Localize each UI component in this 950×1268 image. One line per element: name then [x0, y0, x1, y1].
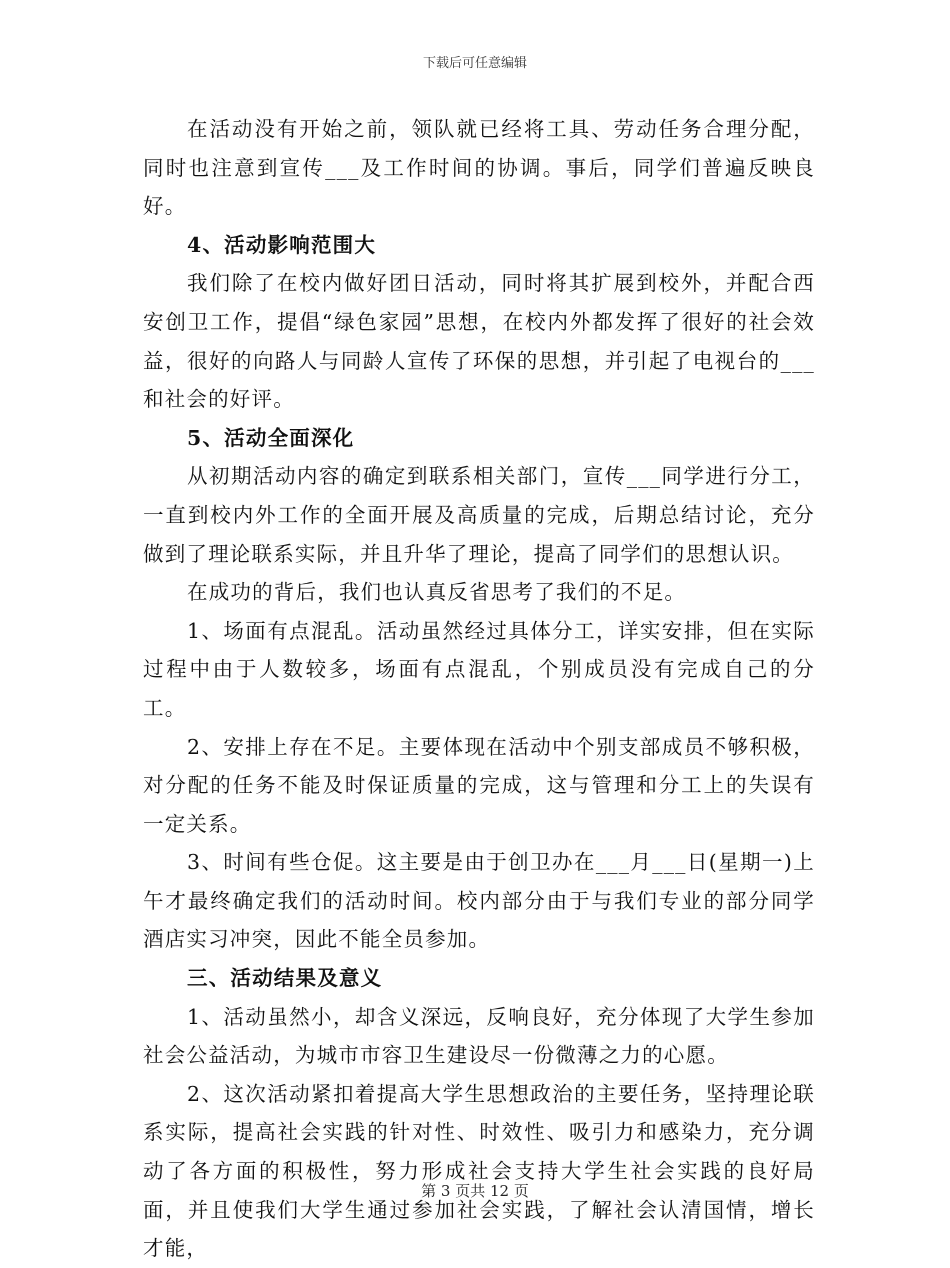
paragraph-shortcoming-2: 2、安排上存在不足。主要体现在活动中个别支部成员不够积极，对分配的任务不能及时保证质量的完成，这与管理和分工上的失误有一定关系。 [143, 734, 815, 836]
document-body [143, 110, 815, 1268]
section-heading-deepening: 5、活动全面深化 [187, 425, 355, 450]
page-footer: 第 3 页共 12 页 [421, 1182, 529, 1200]
paragraph-deepening: 从初期活动内容的确定到联系相关部门，宣传___同学进行分工，一直到校内外工作的全面开展及高质量的完成，后期总结讨论，充分做到了理论联系实际，并且升华了理论，提高了同学们的思想认识。 [143, 464, 815, 566]
paragraph-shortcoming-1: 1、场面有点混乱。活动虽然经过具体分工，详实安排，但在实际过程中由于人数较多，场面有点混乱，个别成员没有完成自己的分工。 [143, 618, 815, 720]
section-heading-influence: 4、活动影响范围大 [187, 232, 377, 257]
paragraph-influence: 我们除了在校内做好团日活动，同时将其扩展到校外，并配合西安创卫工作，提倡“绿色家园”思想，在校内外都发挥了很好的社会效益，很好的向路人与同龄人宣传了环保的思想，并引起了电视台的___和社会的好评。 [143, 271, 815, 412]
paragraph-reflection-intro: 在成功的背后，我们也认真反省思考了我们的不足。 [187, 580, 687, 605]
page-header: 下载后可任意编辑 [422, 56, 527, 71]
paragraph-work-allocation: 在活动没有开始之前，领队就已经将工具、劳动任务合理分配，同时也注意到宣传___及工作时间的协调。事后，同学们普遍反映良好。 [143, 117, 815, 219]
section-heading-results: 三、活动结果及意义 [187, 966, 383, 991]
paragraph-result-2: 2、这次活动紧扣着提高大学生思想政治的主要任务，坚持理论联系实际，提高社会实践的针对性、时效性、吸引力和感染力，充分调动了各方面的积极性，努力形成社会支持大学生社会实践的良好局面，并且使我们大学生通过参加社会实践，了解社会认清国情，增长才能， [143, 1081, 815, 1261]
paragraph-result-1: 1、活动虽然小，却含义深远，反响良好，充分体现了大学生参加社会公益活动，为城市市容卫生建设尽一份微薄之力的心愿。 [143, 1004, 815, 1068]
paragraph-shortcoming-3: 3、时间有些仓促。这主要是由于创卫办在___月___日(星期一)上午才最终确定我们的活动时间。校内部分由于与我们专业的部分同学酒店实习冲突，因此不能全员参加。 [143, 850, 815, 952]
